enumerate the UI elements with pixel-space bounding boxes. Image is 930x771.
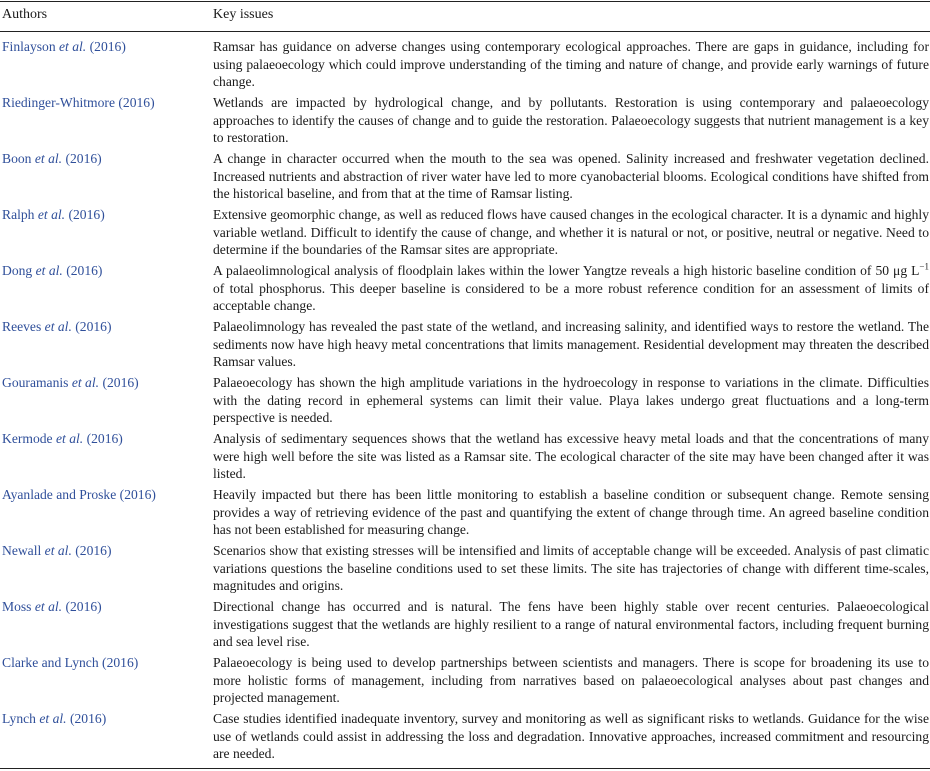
column-header-authors: Authors: [2, 7, 48, 22]
top-rule: [0, 1, 930, 2]
author-link[interactable]: Moss et al. (2016): [2, 599, 102, 614]
author-link[interactable]: Riedinger-Whitmore (2016): [2, 95, 155, 110]
author-link[interactable]: Ralph et al. (2016): [2, 207, 105, 222]
author-link[interactable]: Ayanlade and Proske (2016): [2, 487, 156, 502]
key-issue-text: Palaeoecology is being used to develop partnerships between scientists and managers. There is scope for broadening its use to more holistic forms of management, including from narratives based on palaeoecological analyses about past changes and projected management.: [213, 655, 929, 705]
key-issue-text: Wetlands are impacted by hydrological change, and by pollutants. Restoration is using contemporary and palaeoecology approaches to identify the causes of change and to guide the restoration. Palaeoecology suggests that nutrient management is a key to restoration.: [213, 95, 929, 145]
author-link[interactable]: Dong et al. (2016): [2, 263, 103, 278]
key-issue-text: A change in character occurred when the mouth to the sea was opened. Salinity increased and freshwater vegetation declined. Increased nutrients and abstraction of river water have led to more cyanobacterial blooms. Ecological conditions have shifted from the historical baseline, and from that at the time of Ramsar listing.: [213, 151, 929, 201]
author-link[interactable]: Reeves et al. (2016): [2, 319, 112, 334]
key-issue-text: Case studies identified inadequate inventory, survey and monitoring as well as significant risks to wetlands. Guidance for the wise use of wetlands could assist in addressing the loss and degradation. Innovative approaches, increased commitment and resourcing are needed.: [213, 711, 929, 761]
author-link[interactable]: Clarke and Lynch (2016): [2, 655, 139, 670]
author-link[interactable]: Newall et al. (2016): [2, 543, 112, 558]
key-issue-text: Extensive geomorphic change, as well as reduced flows have caused changes in the ecological character. It is a dynamic and highly variable wetland. Difficult to identify the cause of change, and whether it is natural or not, or positive, neutral or negative. Need to determine if the boundaries of the Ramsar sites are appropriate.: [213, 207, 929, 257]
bottom-rule: [0, 768, 930, 769]
key-issue-text: Directional change has occurred and is natural. The fens have been highly stable over recent centuries. Palaeoecological investigations suggest that the wetlands are highly resilient to a range of natural environmental factors, including frequent burning and sea level rise.: [213, 599, 929, 649]
key-issue-text: Scenarios show that existing stresses will be intensified and limits of acceptable change will be exceeded. Analysis of past climatic variations questions the baseline conditions used to set these limits. The site has trajectories of change with different time-scales, magnitudes and origins.: [213, 543, 929, 593]
author-link[interactable]: Finlayson et al. (2016): [2, 39, 126, 54]
author-link[interactable]: Gouramanis et al. (2016): [2, 375, 139, 390]
column-header-key-issues: Key issues: [213, 7, 274, 22]
author-link[interactable]: Boon et al. (2016): [2, 151, 102, 166]
header-rule: [0, 31, 930, 32]
key-issue-text: A palaeolimnological analysis of floodplain lakes within the lower Yangtze reveals a high historic baseline condition of 50 μg $L^{-1}$ of total phosphorus. This deeper baseline is considered to be a more robust reference condition for an assessment of limits of acceptable change.: [213, 261, 929, 313]
key-issue-text: Heavily impacted but there has been little monitoring to establish a baseline condition or subsequent change. Remote sensing provides a way of retrieving evidence of the past and quantifying the extent of change through time. An agreed baseline condition has not been established for measuring change.: [213, 487, 929, 537]
key-issue-text: Ramsar has guidance on adverse changes using contemporary ecological approaches. There are gaps in guidance, including for using palaeoecology which could improve understanding of the timing and nature of change, and provide early warnings of future change.: [213, 39, 929, 89]
key-issue-text: Palaeolimnology has revealed the past state of the wetland, and increasing salinity, and identified ways to restore the wetland. The sediments now have high heavy metal concentrations that limits management. Residential development may threaten the described Ramsar values.: [213, 319, 929, 369]
key-issue-text: Analysis of sedimentary sequences shows that the wetland has excessive heavy metal loads and that the concentrations of many were high well before the site was listed as a Ramsar site. The ecological character of the site may have been changed after it was listed.: [213, 431, 929, 481]
key-issue-text: Palaeoecology has shown the high amplitude variations in the hydroecology in response to variations in the climate. Difficulties with the dating record in ephemeral systems can limit their value. Playa lakes undergo great fluctuations and a long-term perspective is needed.: [213, 375, 929, 425]
author-link[interactable]: Lynch et al. (2016): [2, 711, 107, 726]
author-link[interactable]: Kermode et al. (2016): [2, 431, 123, 446]
